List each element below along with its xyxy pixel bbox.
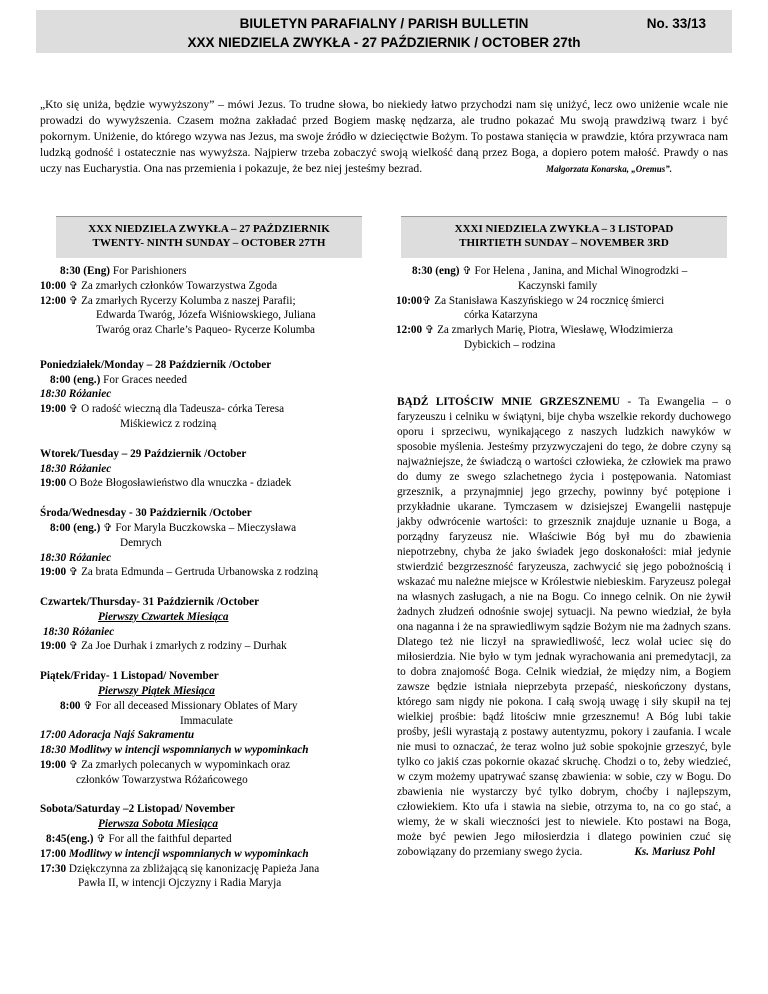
mass-entry: 8:00 ✞ For all deceased Missionary Oblates of Mary <box>60 699 298 712</box>
intro-text: „Kto się uniża, będzie wywyższony” – mówi Jezus. To trudne słowa, bo niekiedy łatwo przychodzi nam się uniżyć, lecz owo uniżenie wcale nie prowadzi do wywyższenia. Czasem można zakładać przed Bogiem maskę nędzarza, ale trudno pokazać Mu swoją prawdziwą twarz i być pokornym. Uniżenie, do którego wzywa nas Jezus, ma swoje źródło w dziecięctwie Bożym. To postawa stanięcia w prawdzie, która przywraca nam ludzką godność i ostatecznie nas wywyższa. Najpierw trzeba zobaczyć swoją wielkość daną przez Boga, a dopiero potem małość. Prawdy o nas uczy nas Eucharystia. Ona nas przemienia i pokazuje, że bez niej jesteśmy bezrad. <box>40 98 728 175</box>
mass-entry: 19:00 ✞ O radość wieczną dla Tadeusza- córka Teresa <box>40 403 285 416</box>
day-heading: Wtorek/Tuesday – 29 Październik /October <box>40 447 247 460</box>
day-heading: Poniedziałek/Monday – 28 Październik /October <box>40 358 272 371</box>
day-heading: Czwartek/Thursday- 31 Październik /October <box>40 596 260 609</box>
day-heading: Sobota/Saturday –2 Listopad/ November <box>40 803 235 816</box>
left-schedule: 8:30 (Eng) For Parishioners 10:00 ✞ Za zmarłych członków Towarzystwa Zgoda 12:00 ✞ Za zmarłych Rycerzy Kolumba z naszej Parafii; Edwarda Twaróg, Józefa Wiśniowskiego, Juliana Twaróg oraz Charle’s Paqueo- Rycerze Kolumba Poniedziałek/Monday – 28 Październik /October 8:00 (eng.) For Graces needed 18:30 Różaniec 19:00 ✞ O radość wieczną dla Tadeusza- córka Teresa Miśkiewicz z rodziną Wtorek/Tuesday – 29 Październik /October 18:30 Różaniec 19:00 O Boże Błogosławieństwo dla wnuczka - dziadek Środa/Wednesday - 30 Październik /October 8:00 (eng.) ✞ For Maryla Buczkowska – Mieczysława Demrych 18:30 Różaniec 19:00 ✞ Za brata Edmunda – Gertruda Urbanowska z rodziną Czwartek/Thursday- 31 Październik /October Pierwszy Czwartek Miesiąca 18:30 Różaniec 19:00 ✞ Za Joe Durhak i zmarłych z rodziny – Durhak Piątek/Friday- 1 Listopad/ November Pierwszy Piątek Miesiąca 8:00 ✞ For all deceased Missionary Oblates of Mary Immaculate 17:00 Adoracja Najś Sakramentu 18:30 Modlitwy w intencji wspomnianych w wypominkach 19:00 ✞ Za zmarłych polecanych w wypominkach oraz członków Towarzystwa Różańcowego Sobota/Saturday –2 Listopad/ November Pierwsza Sobota Miesiąca 8:45(eng.) ✞ For all the faithful departed 17:00 Modlitwy w intencji wspomnianych w wypominkach 17:30 Dziękczynna za zbliżającą się kanonizację Papieża Jana Pawła II, w intencji Ojczyzny i Radia Maryja <box>40 264 380 891</box>
cross-icon: ✞ <box>462 265 472 277</box>
left-box-line2: TWENTY- NINTH SUNDAY – OCTOBER 27TH <box>92 237 326 250</box>
left-sunday-header <box>56 216 362 258</box>
day-heading: Piątek/Friday- 1 Listopad/ November <box>40 670 219 683</box>
cross-icon: ✞ <box>68 403 79 416</box>
reflection-article <box>397 395 731 860</box>
intro-paragraph <box>40 97 728 177</box>
mass-entry: 12:00 ✞ Za zmarłych Marię, Piotra, Wiesławę, Włodzimierza <box>396 324 673 337</box>
cross-icon: ✞ <box>68 640 79 653</box>
mass-entry: 8:45(eng.) ✞ For all the faithful departed <box>46 833 232 845</box>
bulletin-subtitle: XXX NIEDZIELA ZWYKŁA - 27 PAŹDZIERNIK / OCTOBER 27th <box>187 35 581 50</box>
left-box-line1: XXX NIEDZIELA ZWYKŁA – 27 PAŹDZIERNIK <box>88 223 330 235</box>
bulletin-header <box>36 10 732 53</box>
mass-entry: 17:00 Modlitwy w intencji wspomnianych w wypominkach <box>40 847 309 860</box>
mass-entry: 8:00 (eng.) For Graces needed <box>50 373 188 386</box>
mass-entry: 19:00 O Boże Błogosławieństwo dla wnuczka - dziadek <box>40 477 292 490</box>
mass-entry: 19:00 ✞ Za zmarłych polecanych w wypominkach oraz <box>40 758 291 771</box>
cross-icon: ✞ <box>83 699 93 712</box>
cross-icon: ✞ <box>422 294 432 307</box>
mass-entry: 19:00 ✞ Za Joe Durhak i zmarłych z rodziny – Durhak <box>40 640 287 653</box>
cross-icon: ✞ <box>424 324 435 337</box>
mass-entry: 8:00 (eng.) ✞ For Maryla Buczkowska – Mieczysława <box>50 521 297 534</box>
right-box-line2: THIRTIETH SUNDAY – NOVEMBER 3RD <box>459 237 669 250</box>
cross-icon: ✞ <box>96 833 106 845</box>
bulletin-title: BIULETYN PARAFIALNY / PARISH BULLETIN <box>239 16 529 31</box>
reflection-heading: BĄDŹ LITOŚCIW MNIE GRZESZNEMU <box>397 396 620 408</box>
right-box-line1: XXXI NIEDZIELA ZWYKŁA – 3 LISTOPAD <box>454 223 674 235</box>
cross-icon: ✞ <box>68 279 79 292</box>
mass-entry: 17:30 Dziękczynna za zbliżającą się kanonizację Papieża Jana <box>40 862 320 875</box>
right-sunday-header <box>401 216 727 258</box>
mass-entry: 10:00✞ Za Stanisława Kaszyńskiego w 24 rocznicę śmierci <box>396 294 665 307</box>
reflection-text: - Ta Ewangelia – o faryzeuszu i celniku w świątyni, bije chyba wszelkie rekordy duchowego oporu i sprzeciwu, wynikającego z naszych ludzkich nawyków w sposobie myślenia. Jesteśmy przyzwyczajeni do tego, że dobre czyny są najważniejsze, że świadczą o wartości człowieka, że człowiek ma prawo do dumy ze swego szlachetnego życia i postępowania. Natomiast grzesznik, a przynajmniej jego grzechy, powinny być potępione i przykładnie ukarane. Tymczasem w dzisiejszej Ewangelii następuje jakby odwrócenie wartości: to grzesznik znajduje uznanie u Boga, a porządny faryzeusz nie. Właściwie Bóg był mu do zbawienia niepotrzebny, chyba że jako świadek jego doskonałości: miał jedynie stwierdzić bezgrzeszność faryzeusza, zachwycić się jego pobożnością i wskazać mu należne miejsce w Królestwie niebieskim. Faryzeusz polegał na własnych zasługach, a nie na Bogu. Co innego celnik. On nie żywił żadnych złudzeń odnośnie swojej sytuacji. Na pewno wiedział, że była ona naganna i że na sprawiedliwym sądzie Bożym nie ma żadnych szans. Dlatego też nie liczył na sprawiedliwość, lecz wolał uciec się do miłosierdzia. Nie było w tym jednak wyrachowania ani premedytacji, za to dobra znajomość Boga. Celnik wiedział, że między nim, a Bogiem zawsze będzie istniała nieprzebyta przepaść, nieskończony dystans, którego sam nigdy nie pokona. I całą swoją uwagę i siły skupił na tej wielkiej prośbie: bądź litościw mnie grzesznemu! A Bóg lubi takie prośby, jeśli wyrastają z postawy autentyzmu, pokory i zaufania. I wcale nie musi to oznaczać, że teraz wolno już sobie spokojnie grzeszyć, byle tylko co jakiś czas pokornie okazać skruchę. Chodzi o to, żeby wiedzieć, w czym możemy upatrywać szansę zbawienia: w sobie, czy w Bogu. Do zbawienia nie wystarczy być tylko dobrym, choćby i najlepszym, człowiekiem. Kto ufa i stawia na siebie, otrzyma to, na co go stać, a wiemy, że w skali wieczności jest to niewiele. Kto postawi na Boga, może być pewien Jego miłosierdzia i dlatego powinien czuć się zobowiązany do przemiany swego życia. <box>397 396 731 859</box>
reflection-signature: Ks. Mariusz Pohl <box>634 846 715 859</box>
mass-entry: 19:00 ✞ Za brata Edmunda – Gertruda Urbanowska z rodziną <box>40 566 319 579</box>
cross-icon: ✞ <box>68 758 79 771</box>
day-heading: Środa/Wednesday - 30 Październik /October <box>40 507 252 520</box>
mass-entry: 12:00 ✞ Za zmarłych Rycerzy Kolumba z naszej Parafii; <box>40 294 296 307</box>
cross-icon: ✞ <box>103 521 113 534</box>
mass-entry: 10:00 ✞ Za zmarłych członków Towarzystwa Zgoda <box>40 279 278 292</box>
right-schedule: 8:30 (eng) ✞ For Helena , Janina, and Michal Winogrodzki – Kaczynski family 10:00✞ Za Stanisława Kaszyńskiego w 24 rocznicę śmierci córka Katarzyna 12:00 ✞ Za zmarłych Marię, Piotra, Wiesławę, Włodzimierza Dybickich – rodzina <box>396 264 736 353</box>
mass-entry: 8:30 (Eng) For Parishioners <box>60 265 187 277</box>
cross-icon: ✞ <box>68 566 79 579</box>
mass-entry: 8:30 (eng) ✞ For Helena , Janina, and Michal Winogrodzki – <box>412 265 688 277</box>
intro-author: Małgorzata Konarska, „Oremus”. <box>545 163 672 174</box>
bulletin-number: No. 33/13 <box>646 16 706 31</box>
cross-icon: ✞ <box>68 294 79 307</box>
